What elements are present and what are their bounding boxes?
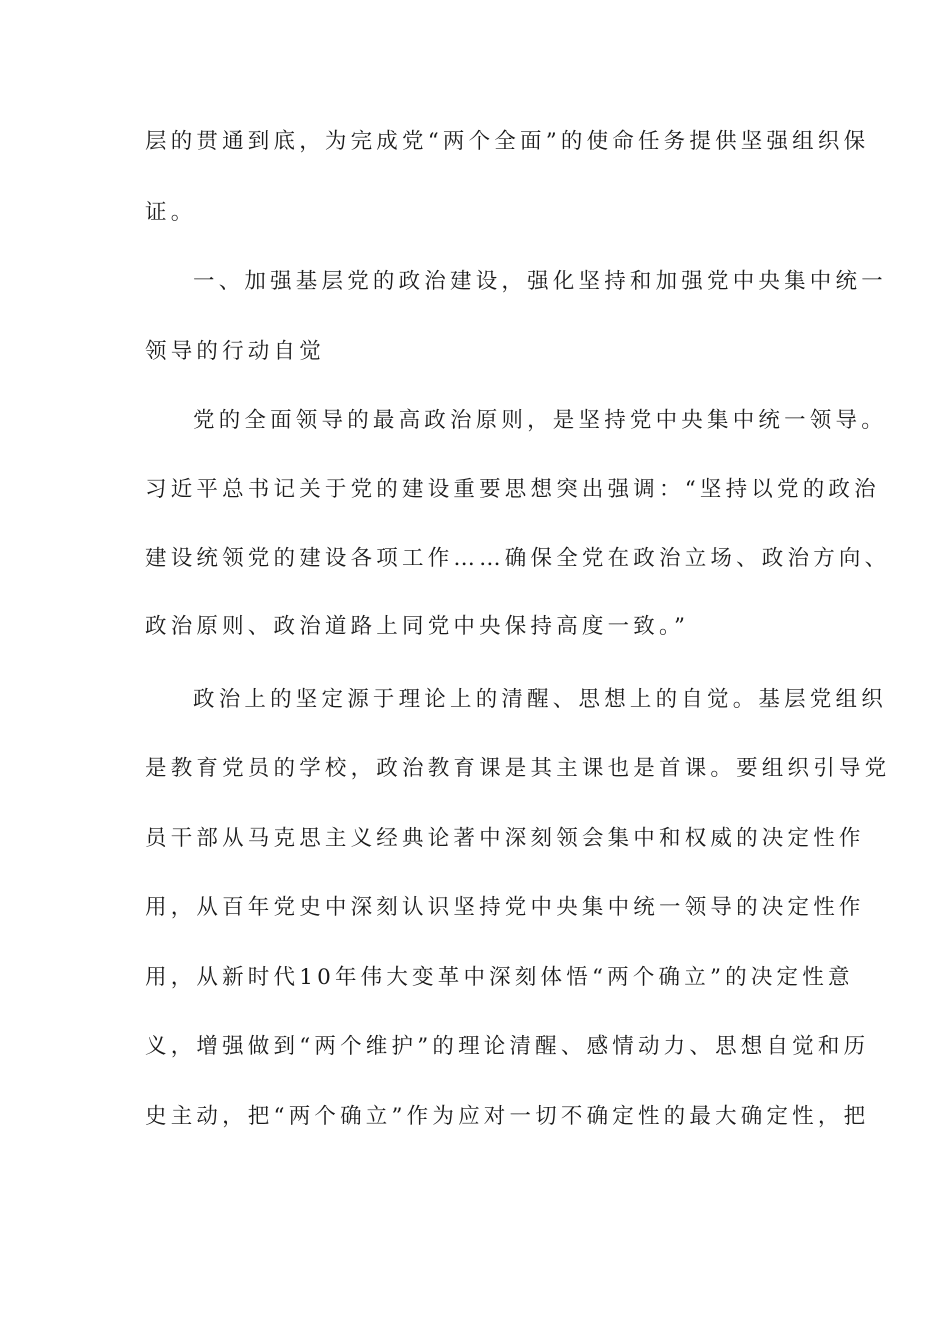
paragraph-1-line-2: 习近平总书记关于党的建设重要思想突出强调：“坚持以党的政治 <box>145 477 880 502</box>
paragraph-1-line-4: 政治原则、政治道路上同党中央保持高度一致。” <box>145 614 690 639</box>
paragraph-2-line-7: 史主动，把“两个确立”作为应对一切不确定性的最大确定性，把 <box>145 1104 870 1129</box>
paragraph-2-line-5: 用，从新时代10年伟大变革中深刻体悟“两个确立”的决定性意 <box>145 965 854 990</box>
paragraph-2-line-1: 政治上的坚定源于理论上的清醒、思想上的自觉。基层党组织 <box>193 687 887 712</box>
section-heading-line-2: 领导的行动自觉 <box>145 339 325 364</box>
section-heading-line-1: 一、加强基层党的政治建设，强化坚持和加强党中央集中统一 <box>193 269 887 294</box>
text-line-1: 层的贯通到底，为完成党“两个全面”的使命任务提供坚强组织保 <box>145 129 870 154</box>
paragraph-2-line-2: 是教育党员的学校，政治教育课是其主课也是首课。要组织引导党 <box>145 756 891 781</box>
paragraph-2-line-3: 员干部从马克思主义经典论著中深刻领会集中和权威的决定性作 <box>145 826 865 851</box>
paragraph-1-line-1: 党的全面领导的最高政治原则，是坚持党中央集中统一领导。 <box>193 408 887 433</box>
paragraph-2-line-6: 义，增强做到“两个维护”的理论清醒、感情动力、思想自觉和历 <box>145 1034 870 1059</box>
paragraph-1-line-3: 建设统领党的建设各项工作……确保全党在政治立场、政治方向、 <box>145 546 891 571</box>
text-line-2: 证。 <box>145 200 197 225</box>
paragraph-2-line-4: 用，从百年党史中深刻认识坚持党中央集中统一领导的决定性作 <box>145 895 865 920</box>
